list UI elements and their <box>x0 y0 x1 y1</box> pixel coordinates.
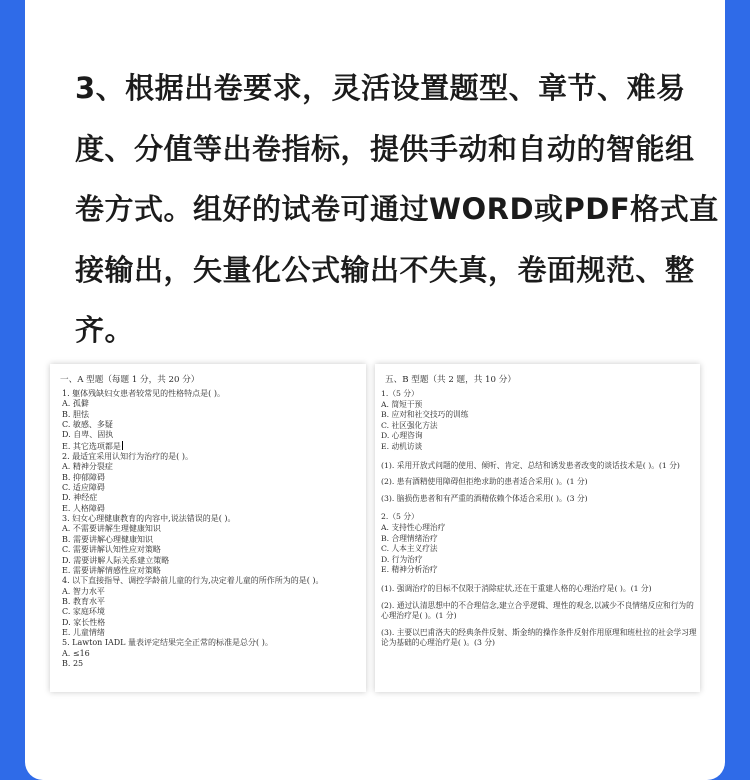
exam-paper-a-type <box>50 364 366 692</box>
option-line: C. 社区强化方法 <box>381 420 438 430</box>
option-line: E. 儿童情绪 <box>62 627 105 637</box>
option-line: C. 家庭环境 <box>62 607 105 617</box>
option-line: E. 人格障碍 <box>62 503 105 513</box>
option-line: E. 精神分析治疗 <box>381 565 438 575</box>
exam-paper-b-type <box>375 364 700 692</box>
intro-line: 齐。 <box>75 313 135 347</box>
option-line: A. 简短干预 <box>381 399 423 409</box>
option-line: C. 人本主义疗法 <box>381 544 438 554</box>
option-line: B. 抑郁障碍 <box>62 472 105 482</box>
sub-question: (1). 强调治疗的目标不仅限于消除症状,还在于重建人格的心理治疗是( )。(1 分) <box>381 583 652 593</box>
intro-line: 接输出，矢量化公式输出不失真，卷面规范、整 <box>75 252 695 287</box>
group-title: 2.（5 分） <box>381 512 419 522</box>
question-list <box>381 389 700 649</box>
option-line: B. 胆怯 <box>62 409 89 419</box>
question-line: 1. 躯体残缺妇女患者较常见的性格特点是( )。 <box>62 389 225 398</box>
option-line: D. 需要讲解人际关系建立策略 <box>62 555 170 565</box>
option-line: B. 25 <box>62 658 84 668</box>
option-line: D. 家长性格 <box>62 617 106 627</box>
option-line: C. 需要讲解认知性应对策略 <box>62 545 161 555</box>
option-line: B. 合理情绪治疗 <box>381 533 438 543</box>
option-line: A. 支持性心理治疗 <box>381 522 446 532</box>
option-line: E. 需要讲解情感性应对策略 <box>62 565 161 575</box>
option-line: E. 动机访谈 <box>381 441 423 451</box>
intro-text <box>75 58 735 361</box>
sub-question: (3). 脑损伤患者和有严重的酒精依赖个体适合采用( )。(3 分) <box>381 493 588 503</box>
option-line: D. 神经症 <box>62 493 98 503</box>
option-line: B. 应对和社交技巧的训练 <box>381 410 469 420</box>
sub-question: (1). 采用开放式问题的使用、倾听、肯定、总结和诱发患者改变的谈话技术是( )。(1 分) <box>381 460 680 470</box>
option-line: B. 需要讲解心理健康知识 <box>62 534 153 544</box>
intro-line: 3、根据出卷要求，灵活设置题型、章节、难易 <box>75 71 686 105</box>
intro-line: 度、分值等出卷指标，提供手动和自动的智能组 <box>75 131 695 166</box>
question-line: 4. 以下直接指导、调控学龄前儿童的行为,决定着儿童的所作所为的是( )。 <box>62 576 324 586</box>
sub-question: (2). 患有酒精使用障碍但拒绝求助的患者适合采用( )。(1 分) <box>381 477 588 487</box>
sub-question: (3). 主要以巴甫洛夫的经典条件反射、斯金纳的操作条件反射作用原理和班杜拉的社会学习理论为基础的心理治疗是( )。(3 分) <box>381 627 697 648</box>
option-line: A. 不需要讲解生理健康知识 <box>62 524 161 534</box>
intro-line: 卷方式。组好的试卷可通过WORD或PDF格式直 <box>75 192 719 226</box>
option-line: A. 精神分裂症 <box>62 462 113 472</box>
option-line: A. 孤僻 <box>62 399 89 409</box>
question-line: 2. 最适宜采用认知行为治疗的是( )。 <box>62 452 193 462</box>
option-line: A. ≤16 <box>62 648 90 658</box>
question-list <box>62 389 366 669</box>
question-line: 5. Lawton IADL 量表评定结果完全正常的标准是总分( )。 <box>62 638 273 648</box>
option-line: B. 教育水平 <box>62 596 105 606</box>
option-line: C. 敏感、多疑 <box>62 420 113 430</box>
option-line: A. 智力水平 <box>62 586 105 596</box>
option-line: D. 心理咨询 <box>381 431 423 441</box>
question-line: 3. 妇女心理健康教育的内容中,说法错误的是( )。 <box>62 514 236 524</box>
text-cursor <box>122 441 123 450</box>
option-line: C. 适应障碍 <box>62 483 105 493</box>
sub-question: (2). 通过认清思想中的不合理信念,建立合乎逻辑、理性的观念,以减少不良情绪反应和行为的心理治疗是( )。(1 分) <box>381 600 694 621</box>
option-line: D. 自卑、固执 <box>62 430 114 440</box>
section-header: 一、A 型题（每题 1 分，共 20 分） <box>60 375 200 385</box>
option-text: E. 其它选项都是 <box>62 441 121 451</box>
section-header: 五、B 型题（共 2 题，共 10 分） <box>385 375 516 385</box>
option-line: D. 行为治疗 <box>381 554 423 564</box>
group-title: 1.（5 分） <box>381 389 419 398</box>
option-line-with-cursor <box>62 441 366 452</box>
